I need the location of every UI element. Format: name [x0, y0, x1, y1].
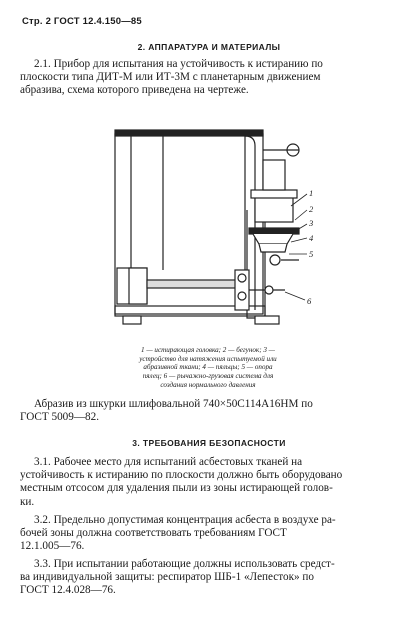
- paragraph-line: 12.1.005—76.: [20, 540, 85, 553]
- paragraph-line: ки.: [20, 495, 35, 508]
- figure-caption: [104, 346, 312, 390]
- apparatus-body: [115, 130, 299, 324]
- section-3-title: 3. ТРЕБОВАНИЯ БЕЗОПАСНОСТИ: [132, 438, 286, 448]
- callout-label-6: 6: [307, 296, 312, 306]
- paragraph-line: ва индивидуальной защиты: респиратор ШБ-1 «Лепесток» по: [20, 571, 314, 584]
- caption-line: 1 — истирающая головка; 2 — бегунок; 3 —: [141, 346, 275, 354]
- paragraph-abrasive: [20, 398, 396, 424]
- paragraph-line: бочей зоны должна соответствовать требованиям ГОСТ: [20, 527, 287, 540]
- paragraph-line: ГОСТ 5009—82.: [20, 411, 100, 424]
- apparatus-drawing: [95, 120, 327, 336]
- paragraph-line: 3.3. При испытании работающие должны использовать средст-: [34, 558, 335, 570]
- page-header: Стр. 2 ГОСТ 12.4.150—85: [22, 16, 142, 27]
- callout-label-4: 4: [309, 233, 314, 243]
- paragraph-line: 3.1. Рабочее место для испытаний асбестовых тканей на: [34, 456, 303, 468]
- paragraph-3-3: [20, 558, 396, 598]
- section-2-title: 2. АППАРАТУРА И МАТЕРИАЛЫ: [137, 42, 281, 52]
- paragraph-line: 3.2. Предельно допустимая концентрация асбеста в воздухе ра-: [34, 514, 336, 526]
- callout-label-5: 5: [309, 249, 314, 259]
- callout-label-2: 2: [309, 204, 314, 214]
- caption-line: создания нормального давления: [160, 380, 256, 389]
- paragraph-line: абразива, схема которого приведена на чертеже.: [20, 84, 249, 97]
- caption-line: устройство для натяжения испытуемой или: [139, 354, 277, 363]
- paragraph-3-2: [20, 514, 396, 554]
- paragraph-line: ГОСТ 12.4.028—76.: [20, 584, 116, 597]
- paragraph-3-1: [20, 456, 396, 509]
- callout-label-1: 1: [309, 188, 314, 198]
- paragraph-line: Абразив из шкурки шлифовальной 740×50С114А16НМ по: [34, 398, 313, 410]
- paragraph-line: местным отсосом для удаления пыли из зоны истирающей голов-: [20, 482, 333, 495]
- paragraph-line: 2.1. Прибор для испытания на устойчивость к истиранию по: [34, 58, 323, 70]
- paragraph-2-1: [20, 58, 396, 98]
- callout-label-3: 3: [309, 218, 314, 228]
- caption-line: пялец; 6 — рычажно-грузовая система для: [142, 372, 274, 381]
- paragraph-line: плоскости типа ДИТ-М или ИТ-3М с планетарным движением: [20, 71, 321, 84]
- caption-line: абразивной ткани; 4 — пяльцы; 5 — опора: [143, 363, 273, 372]
- paragraph-line: устойчивость к истиранию по плоскости должно быть оборудовано: [20, 469, 343, 482]
